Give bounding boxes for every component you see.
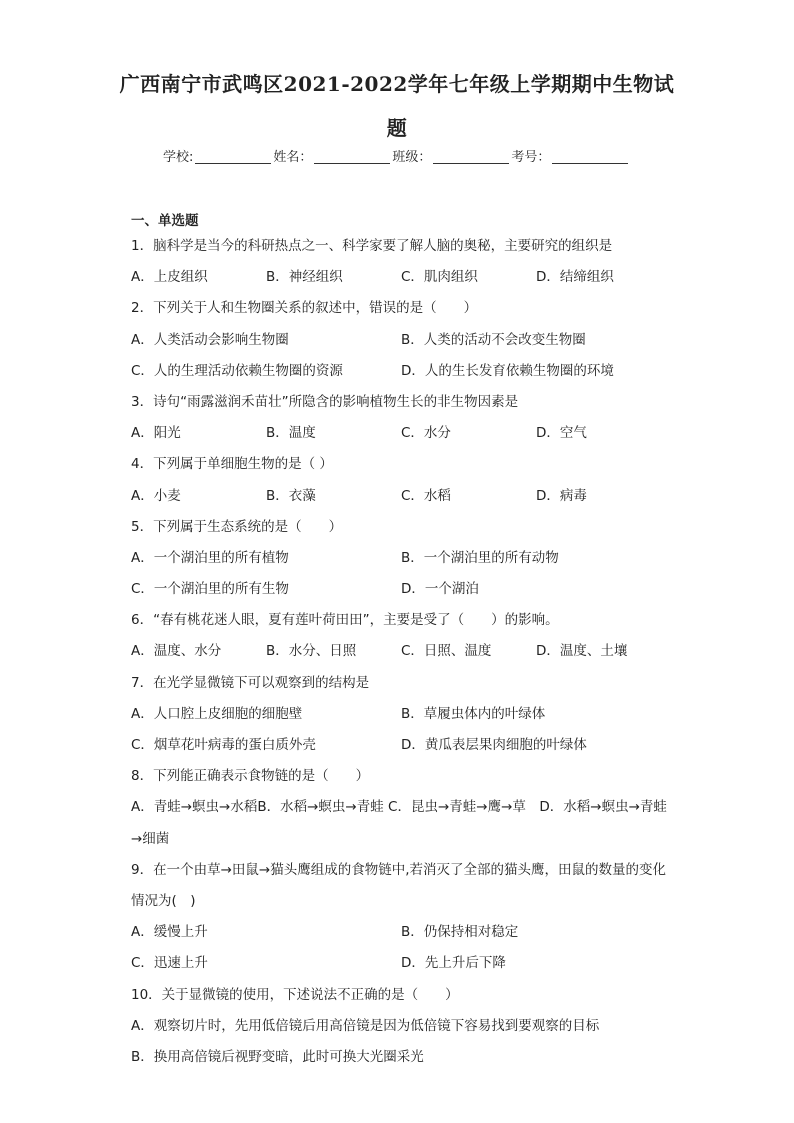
question-stem: 5．下列属于生态系统的是（ ） <box>131 518 343 535</box>
option-d[interactable]: D．人的生长发育依赖生物圈的环境 <box>401 362 614 379</box>
question-options <box>131 574 671 605</box>
question-stem: 3．诗句“雨露滋润禾苗壮”所隐含的影响植物生长的非生物因素是 <box>131 393 519 410</box>
name-label: 姓名： <box>273 150 313 165</box>
question-options <box>131 262 671 293</box>
question-options <box>131 325 671 356</box>
option-a[interactable]: A．温度、水分 <box>131 643 222 660</box>
option-b[interactable]: B．人类的活动不会改变生物圈 <box>401 331 586 348</box>
option-b[interactable]: B．衣藻 <box>266 487 316 504</box>
option-c[interactable]: C．烟草花叶病毒的蛋白质外壳 <box>131 737 316 753</box>
question-options <box>131 356 671 387</box>
option-c[interactable]: C．一个湖泊里的所有生物 <box>131 581 289 598</box>
option-d[interactable]: D．空气 <box>536 425 587 442</box>
option-c[interactable]: C．日照、温度 <box>401 643 492 660</box>
option-c[interactable]: C．水分 <box>401 425 451 442</box>
question-stem: 1．脑科学是当今的科研热点之一、科学家要了解人脑的奥秘，主要研究的组织是 <box>131 238 613 254</box>
option-d[interactable]: D．结缔组织 <box>536 269 614 286</box>
question-stem: 7．在光学显微镜下可以观察到的结构是 <box>131 674 370 691</box>
option-a[interactable]: A．上皮组织 <box>131 269 208 286</box>
question-options <box>131 636 671 667</box>
school-blank[interactable] <box>195 149 271 164</box>
option-b[interactable]: B．仍保持相对稳定 <box>401 924 519 941</box>
question-stem: 10．关于显微镜的使用，下述说法不正确的是（ ） <box>131 986 459 1003</box>
school-label: 学校: <box>163 150 194 165</box>
option-c[interactable]: C．水稻 <box>401 487 451 504</box>
question-stem: 6．“春有桃花迷人眼，夏有莲叶荷田田”，主要是受了（ ）的影响。 <box>131 612 559 629</box>
class-blank[interactable] <box>433 149 509 164</box>
option-c[interactable]: C．肌肉组织 <box>401 269 478 286</box>
option-d[interactable]: D．一个湖泊 <box>401 581 479 598</box>
option-d[interactable]: D．黄瓜表层果肉细胞的叶绿体 <box>401 737 587 753</box>
option-b[interactable]: B．神经组织 <box>266 269 343 286</box>
option-a[interactable]: A．观察切片时，先用低倍镜后用高倍镜是因为低倍镜下容易找到要观察的目标 <box>131 1017 600 1034</box>
option-b[interactable]: B．水分、日照 <box>266 643 357 660</box>
student-info-line <box>163 146 630 165</box>
option-a[interactable]: A．一个湖泊里的所有植物 <box>131 549 289 566</box>
section-title: 一、单选题 <box>131 213 199 229</box>
name-blank[interactable] <box>314 149 390 164</box>
option-a[interactable]: A．人类活动会影响生物圈 <box>131 331 289 348</box>
id-label: 考号： <box>511 150 551 165</box>
question-options <box>131 699 671 730</box>
option-d[interactable]: D．病毒 <box>536 487 587 504</box>
question-options <box>131 917 671 948</box>
option-d[interactable]: D．温度、土壤 <box>536 643 628 660</box>
question-stem: 2．下列关于人和生物圈关系的叙述中，错误的是（ ） <box>131 300 478 317</box>
question-options <box>131 730 671 761</box>
question-list <box>131 231 671 1073</box>
option-a[interactable]: A．人口腔上皮细胞的细胞壁 <box>131 705 303 722</box>
question-options <box>131 543 671 574</box>
option-b[interactable]: B．温度 <box>266 425 316 442</box>
option-a[interactable]: A．缓慢上升 <box>131 924 208 941</box>
question-stem: 9．在一个由草→田鼠→猫头鹰组成的食物链中,若消灭了全部的猫头鹰，田鼠的数量的变化情况为( ) <box>131 861 667 909</box>
page-title-line1: 广西南宁市武鸣区2021-2022学年七年级上学期期中生物试 <box>119 72 675 96</box>
option-c[interactable]: C．迅速上升 <box>131 955 208 972</box>
option-d[interactable]: D．先上升后下降 <box>401 955 506 972</box>
option-a[interactable]: A．小麦 <box>131 487 181 504</box>
option-b[interactable]: B．一个湖泊里的所有动物 <box>401 549 559 566</box>
option-c[interactable]: C．人的生理活动依赖生物圈的资源 <box>131 362 343 379</box>
question-options-inline[interactable]: A．青蛙→螟虫→水稻B．水稻→螟虫→青蛙 C．昆虫→青蛙→鹰→草 D．水稻→螟虫→青蛙→细菌 <box>131 799 667 847</box>
option-b[interactable]: B．换用高倍镜后视野变暗，此时可换大光圈采光 <box>131 1048 424 1065</box>
question-options <box>131 948 671 979</box>
page-title-line2: 题 <box>386 116 408 140</box>
class-label: 班级： <box>392 150 432 165</box>
question-options <box>131 481 671 512</box>
id-blank[interactable] <box>552 149 628 164</box>
option-a[interactable]: A．阳光 <box>131 425 181 442</box>
question-stem: 4．下列属于单细胞生物的是（ ） <box>131 456 333 473</box>
question-stem: 8．下列能正确表示食物链的是（ ） <box>131 768 370 785</box>
question-options <box>131 418 671 449</box>
option-b[interactable]: B．草履虫体内的叶绿体 <box>401 705 546 722</box>
